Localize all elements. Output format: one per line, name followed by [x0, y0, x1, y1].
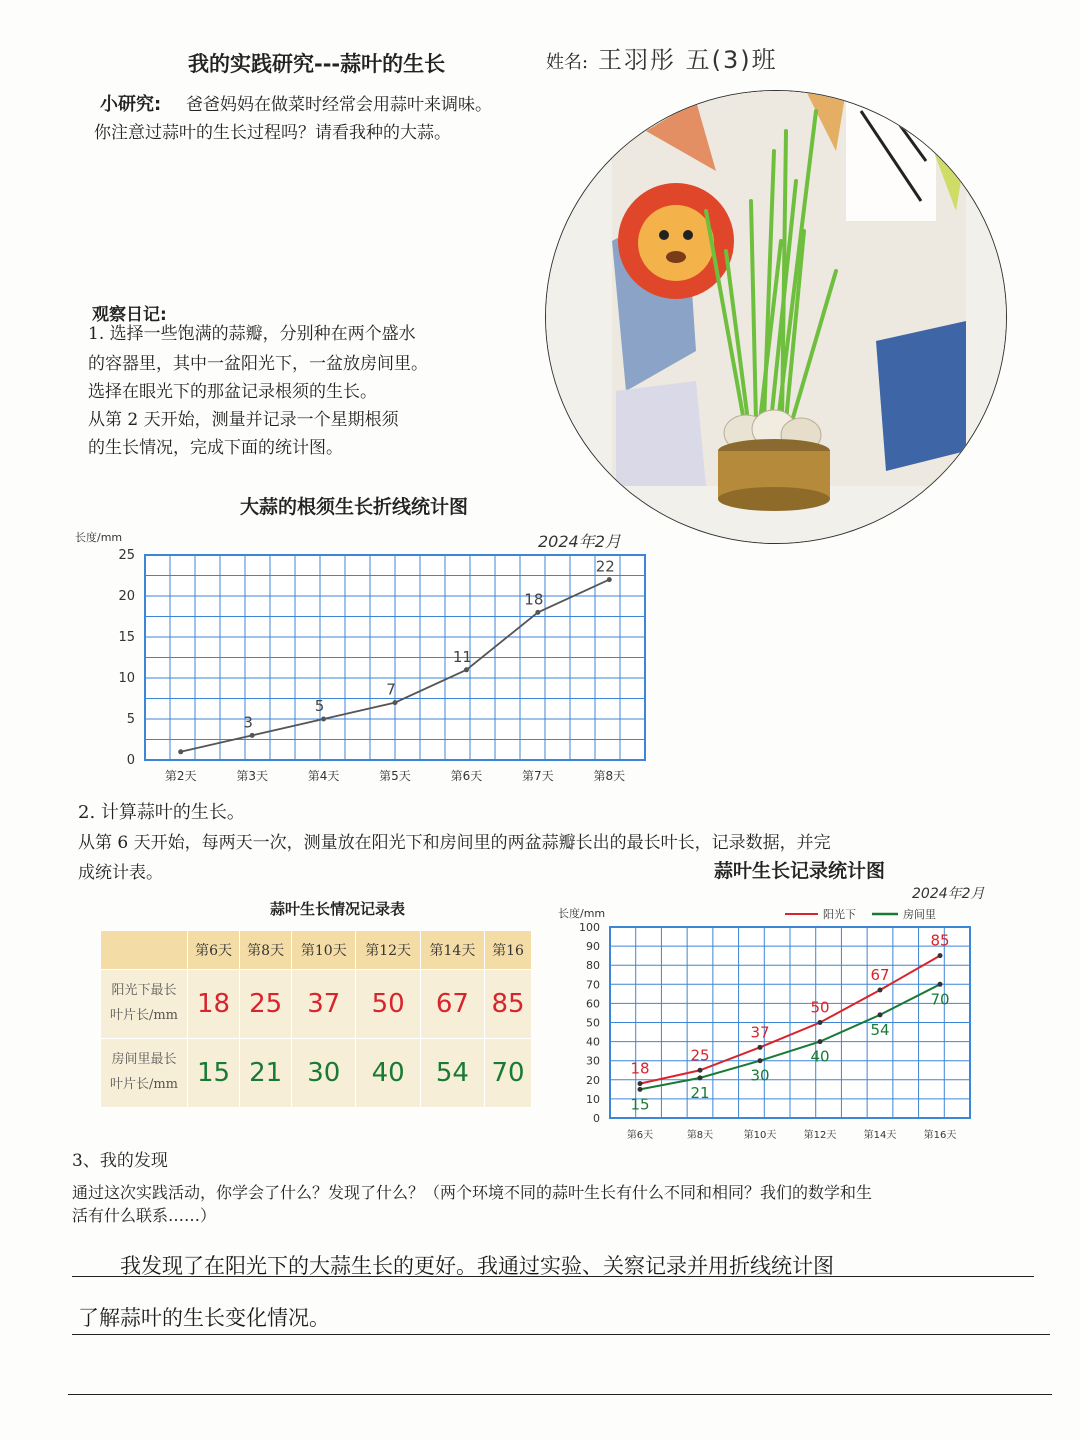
leaf-data-label: 54 — [870, 1020, 890, 1039]
page-title: 我的实践研究---蒜叶的生长 — [188, 52, 446, 76]
leaf-data-point — [698, 1075, 703, 1080]
root-data-point — [464, 667, 469, 672]
name-label: 姓名: — [546, 52, 589, 73]
root-data-label: 22 — [595, 557, 615, 576]
leaf-data-point — [938, 953, 943, 958]
x-tick-label: 第14天 — [863, 1130, 897, 1141]
garlic-photo — [545, 90, 1007, 544]
room-value-cell: 54 — [420, 1039, 484, 1108]
intro-label: 小研究: — [100, 94, 162, 115]
section3-question-2: 活有什么联系……） — [72, 1206, 217, 1225]
table-header-cell: 第14天 — [420, 931, 484, 970]
root-data-label: 11 — [452, 647, 472, 666]
root-data-label: 18 — [524, 590, 544, 609]
legend-label-sun: 阳光下 — [823, 908, 856, 921]
y-axis-label: 长度/mm — [75, 531, 123, 544]
leaf-data-label: 15 — [630, 1095, 650, 1114]
section2-text-2: 成统计表。 — [78, 863, 163, 883]
x-tick-label: 第16天 — [923, 1130, 957, 1141]
root-data-point — [607, 577, 612, 582]
leaf-data-point — [758, 1058, 763, 1063]
row-label-line: 叶片长/mm — [109, 1008, 179, 1023]
y-tick-label: 50 — [586, 1016, 600, 1030]
leaf-data-label: 21 — [690, 1083, 710, 1102]
leaf-data-point — [698, 1068, 703, 1073]
y-tick-label: 10 — [118, 671, 135, 686]
y-tick-label: 0 — [126, 753, 135, 768]
sun-value-cell: 37 — [292, 970, 356, 1039]
y-tick-label: 60 — [586, 997, 600, 1011]
table-row — [101, 970, 532, 1039]
root-data-point — [393, 700, 398, 705]
y-tick-label: 15 — [118, 630, 135, 645]
intro-line-1: 爸爸妈妈在做菜时经常会用蒜叶来调味。 — [186, 95, 492, 115]
leaf-data-point — [758, 1045, 763, 1050]
sun-value-cell: 18 — [188, 970, 240, 1039]
table-header-cell: 第8天 — [240, 931, 292, 970]
leaf-data-point — [938, 982, 943, 987]
leaf-data-label: 18 — [630, 1059, 650, 1078]
y-tick-label: 40 — [586, 1035, 600, 1049]
section3-question-1: 通过这次实践活动，你学会了什么？发现了什么？（两个环境不同的蒜叶生长有什么不同和相同？我们的数学和生 — [72, 1183, 873, 1202]
y-tick-label: 5 — [126, 712, 135, 727]
leaf-data-point — [878, 1012, 883, 1017]
y-tick-label: 10 — [586, 1092, 600, 1106]
x-tick-label: 第6天 — [450, 769, 483, 783]
row-label-line: 房间里最长 — [111, 1052, 177, 1068]
x-tick-label: 第12天 — [803, 1130, 837, 1141]
answer-line-1: 我发现了在阳光下的大蒜生长的更好。我通过实验、关察记录并用折线统计图 — [120, 1254, 834, 1278]
table-row — [101, 1039, 532, 1108]
y-tick-label: 30 — [586, 1054, 600, 1068]
y-tick-label: 0 — [593, 1112, 600, 1125]
leaf-data-label: 67 — [870, 966, 890, 985]
y-tick-label: 25 — [118, 548, 135, 563]
row-label-line: 阳光下最长 — [111, 983, 177, 999]
root-growth-line-chart — [60, 525, 660, 790]
leaf-data-label: 70 — [930, 990, 950, 1009]
root-data-point — [250, 733, 255, 738]
root-chart-title: 大蒜的根须生长折线统计图 — [240, 496, 469, 518]
sun-value-cell: 50 — [356, 970, 420, 1039]
diary-line: 1. 选择一些饱满的蒜瓣，分别种在两个盛水 — [88, 324, 416, 344]
x-tick-label: 第6天 — [626, 1130, 654, 1141]
y-tick-label: 90 — [586, 940, 600, 954]
room-value-cell: 70 — [485, 1039, 532, 1108]
table-header-cell: 第16 — [485, 931, 532, 970]
root-data-label: 7 — [386, 680, 396, 699]
y-tick-label: 100 — [579, 921, 600, 934]
root-data-point — [321, 717, 326, 722]
leaf-data-point — [818, 1020, 823, 1025]
leaf-chart-title: 蒜叶生长记录统计图 — [714, 860, 886, 882]
room-value-cell: 30 — [292, 1039, 356, 1108]
table-title: 蒜叶生长情况记录表 — [270, 900, 406, 918]
date-note: 2024年2月 — [538, 532, 621, 551]
answer-rule — [68, 1394, 1052, 1395]
diary-line: 从第 2 天开始，测量并记录一个星期根须 — [88, 410, 399, 430]
x-tick-label: 第5天 — [379, 769, 411, 783]
room-value-cell: 21 — [240, 1039, 292, 1108]
x-tick-label: 第2天 — [164, 769, 197, 783]
date-note: 2024年2月 — [912, 886, 985, 902]
x-tick-label: 第10天 — [743, 1130, 777, 1141]
row-label-line: 叶片长/mm — [109, 1077, 179, 1092]
diary-line: 的容器里，其中一盆阳光下，一盆放房间里。 — [88, 354, 428, 374]
answer-rule — [72, 1334, 1050, 1335]
y-tick-label: 20 — [586, 1073, 600, 1087]
sun-value-cell: 67 — [420, 970, 484, 1039]
leaf-data-label: 30 — [750, 1066, 770, 1085]
answer-rule — [72, 1276, 1034, 1277]
leaf-record-table — [100, 930, 532, 1108]
y-axis-label: 长度/mm — [558, 907, 606, 920]
answer-line-2: 了解蒜叶的生长变化情况。 — [78, 1306, 330, 1330]
leaf-data-label: 37 — [750, 1023, 770, 1042]
row-label-room — [101, 1039, 188, 1108]
x-tick-label: 第4天 — [307, 769, 340, 783]
y-tick-label: 80 — [586, 959, 600, 973]
x-tick-label: 第8天 — [686, 1130, 714, 1141]
leaf-growth-line-chart — [550, 880, 990, 1145]
diary-line: 的生长情况，完成下面的统计图。 — [88, 438, 343, 458]
leaf-data-label: 85 — [930, 931, 950, 950]
root-data-label: 3 — [243, 713, 253, 732]
table-header-cell: 第6天 — [188, 931, 240, 970]
section3-heading: 3、我的发现 — [72, 1151, 168, 1171]
root-data-label: 5 — [314, 697, 325, 715]
student-name: 王羽彤 五(3)班 — [598, 46, 778, 74]
root-data-point — [178, 749, 183, 754]
x-tick-label: 第8天 — [593, 769, 626, 783]
table-header-cell: 第10天 — [292, 931, 356, 970]
root-data-point — [535, 610, 540, 615]
table-corner — [101, 931, 188, 970]
leaf-data-point — [638, 1081, 643, 1086]
y-tick-label: 70 — [586, 978, 600, 992]
room-value-cell: 15 — [188, 1039, 240, 1108]
diary-line: 选择在眼光下的那盆记录根须的生长。 — [88, 382, 377, 402]
row-label-sun — [101, 970, 188, 1039]
room-value-cell: 40 — [356, 1039, 420, 1108]
table-header-cell: 第12天 — [356, 931, 420, 970]
diary-title: 观察日记: — [92, 305, 167, 325]
leaf-data-label: 40 — [810, 1047, 830, 1066]
leaf-data-label: 50 — [810, 998, 830, 1017]
leaf-data-point — [638, 1087, 643, 1092]
x-tick-label: 第7天 — [522, 769, 554, 783]
leaf-data-label: 25 — [690, 1046, 710, 1065]
intro-line-2: 你注意过蒜叶的生长过程吗？请看我种的大蒜。 — [94, 123, 451, 143]
section2-text-1: 从第 6 天开始，每两天一次，测量放在阳光下和房间里的两盆蒜瓣长出的最长叶长，记录数据，并完 — [78, 833, 831, 853]
sun-value-cell: 85 — [485, 970, 532, 1039]
sun-value-cell: 25 — [240, 970, 292, 1039]
leaf-data-point — [818, 1039, 823, 1044]
legend-label-room: 房间里 — [903, 908, 936, 921]
section2-heading: 2. 计算蒜叶的生长。 — [78, 802, 245, 823]
leaf-data-point — [878, 988, 883, 993]
x-tick-label: 第3天 — [236, 769, 268, 783]
y-tick-label: 20 — [118, 589, 135, 604]
